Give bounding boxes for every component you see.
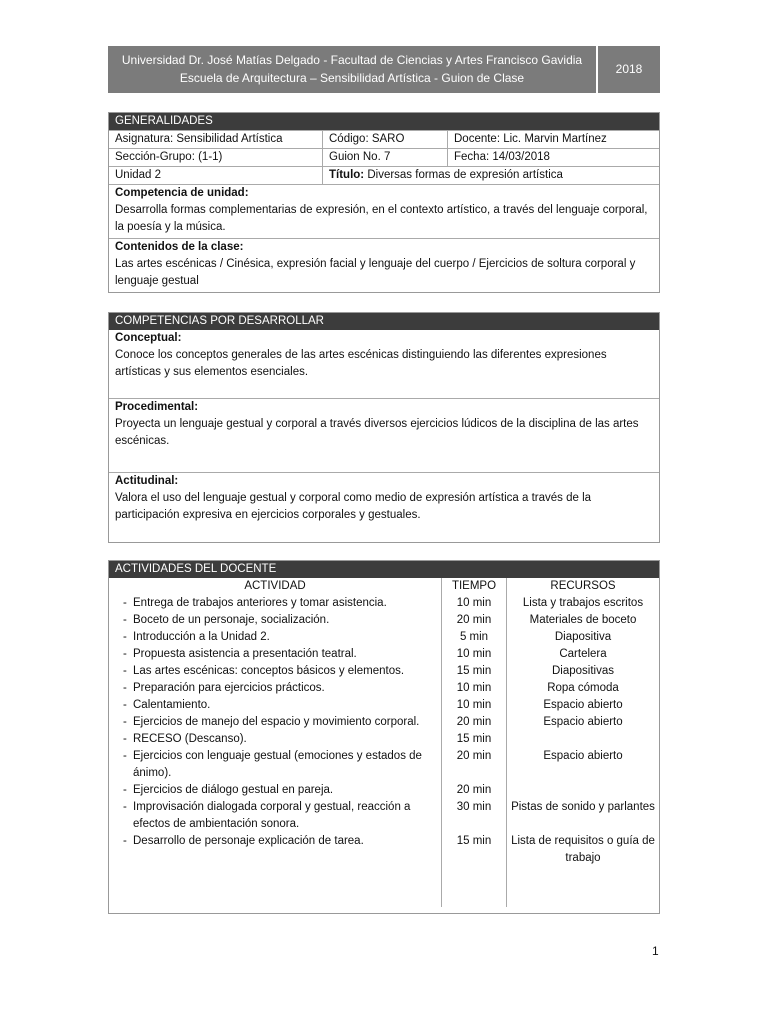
procedimental-label: Procedimental: [115,401,199,413]
header-line-2: Escuela de Arquitectura – Sensibilidad Artística - Guion de Clase [179,71,525,85]
contenidos-label: Contenidos de la clase: [115,241,244,253]
activity-cell [109,782,442,799]
activity-cell [109,612,442,629]
bullet-dash: - [123,665,127,677]
resources-cell: Pistas de sonido y parlantes [511,801,655,813]
bullet-dash: - [123,648,127,660]
time-cell: 20 min [442,714,507,731]
bullet-dash: - [123,835,127,847]
actividades-section [108,560,660,914]
time-cell: 10 min [442,697,507,714]
time-cell: 5 min [442,629,507,646]
contenidos-text: Las artes escénicas / Cinésica, expresión facial y lenguaje del cuerpo / Ejercicios de soltura corporal y lenguaje gestual [115,258,636,287]
activity-text: Entrega de trabajos anteriores y tomar asistencia. [133,597,387,609]
bullet-dash: - [123,699,127,711]
asignatura: Asignatura: Sensibilidad Artística [115,133,283,145]
competencia-label: Competencia de unidad: [115,187,249,199]
activity-cell [109,663,442,680]
activity-cell [109,680,442,697]
activity-cell [109,833,442,867]
time-cell: 15 min [442,663,507,680]
header-title-box [108,46,596,93]
table-row [109,680,659,697]
time-cell: 20 min [442,612,507,629]
table-row [109,629,659,646]
competencia-unidad [109,184,659,238]
activity-text: Boceto de un personaje, socialización. [133,614,330,626]
resources-cell: Lista de requisitos o guía de trabajo [511,835,655,864]
resources-cell: Cartelera [559,648,607,660]
fecha: Fecha: 14/03/2018 [447,149,659,166]
table-filler [109,867,659,907]
activity-text: Desarrollo de personaje explicación de tarea. [133,835,364,847]
time-cell: 15 min [442,731,507,748]
activity-cell [109,799,442,833]
resources-cell: Diapositiva [554,631,612,643]
titulo-label: Título: [329,169,365,181]
time-cell: 10 min [442,680,507,697]
resources-cell: Espacio abierto [543,699,623,711]
actividades-title: ACTIVIDADES DEL DOCENTE [109,561,659,578]
resources-cell: Lista y trabajos escritos [522,597,644,609]
info-row-1 [109,130,659,148]
time-cell: 10 min [442,646,507,663]
procedimental-block [109,398,659,472]
time-cell: 15 min [442,833,507,867]
activity-cell [109,731,442,748]
activity-text: Preparación para ejercicios prácticos. [133,682,325,694]
seccion-grupo: Sección-Grupo: (1-1) [115,151,223,163]
conceptual-block [109,330,659,398]
generalidades-section [108,112,660,293]
time-cell: 20 min [442,748,507,782]
bullet-dash: - [123,614,127,626]
activity-cell [109,714,442,731]
col-recursos: RECURSOS [550,580,616,592]
table-row [109,731,659,748]
generalidades-title: GENERALIDADES [109,113,659,130]
document-header [108,46,660,93]
unidad: Unidad 2 [115,169,162,181]
codigo: Código: SARO [322,131,447,148]
table-row [109,663,659,680]
actividades-table [109,578,659,907]
activity-text: Introducción a la Unidad 2. [133,631,270,643]
info-row-2 [109,148,659,166]
col-tiempo: TIEMPO [442,578,507,595]
info-row-3 [109,166,659,184]
competencias-title: COMPETENCIAS POR DESARROLLAR [109,313,659,330]
activity-text: Las artes escénicas: conceptos básicos y elementos. [133,665,405,677]
page-number: 1 [652,944,659,958]
bullet-dash: - [123,733,127,745]
table-row [109,612,659,629]
table-row [109,799,659,833]
activity-text: Calentamiento. [133,699,211,711]
table-row [109,595,659,612]
resources-cell: Espacio abierto [543,716,623,728]
titulo [322,167,659,184]
activity-text: Propuesta asistencia a presentación teatral. [133,648,357,660]
time-cell: 10 min [442,595,507,612]
bullet-dash: - [123,631,127,643]
guion-number: Guion No. 7 [322,149,447,166]
contenidos-clase [109,238,659,292]
competencias-section [108,312,660,543]
resources-cell: Ropa cómoda [547,682,619,694]
col-actividad: ACTIVIDAD [244,580,306,592]
activity-cell [109,629,442,646]
activity-text: RECESO (Descanso). [133,733,247,745]
table-row [109,833,659,867]
bullet-dash: - [123,682,127,694]
table-row [109,646,659,663]
actitudinal-label: Actitudinal: [115,475,179,487]
table-row [109,782,659,799]
procedimental-text: Proyecta un lenguaje gestual y corporal a través diversos ejercicios lúdicos de la disciplina de las artes escénicas. [115,418,639,447]
activity-text: Ejercicios de manejo del espacio y movimiento corporal. [133,716,420,728]
docente: Docente: Lic. Marvin Martínez [447,131,659,148]
activity-cell [109,748,442,782]
conceptual-label: Conceptual: [115,332,182,344]
table-row [109,714,659,731]
conceptual-text: Conoce los conceptos generales de las artes escénicas distinguiendo las diferentes expresiones artísticas y sus elementos esenciales. [115,349,607,378]
bullet-dash: - [123,716,127,728]
resources-cell: Espacio abierto [543,750,623,762]
activity-text: Improvisación dialogada corporal y gestual, reacción a efectos de ambientación sonora. [133,801,411,830]
actitudinal-block [109,472,659,542]
resources-cell [507,782,660,799]
table-header [109,578,659,595]
resources-cell: Materiales de boceto [529,614,637,626]
competencia-text: Desarrolla formas complementarias de expresión, en el contexto artístico, a través del lenguaje corporal, la poesía y la música. [115,204,648,233]
activity-text: Ejercicios de diálogo gestual en pareja. [133,784,334,796]
time-cell: 20 min [442,782,507,799]
header-line-1: Universidad Dr. José Matías Delgado - Facultad de Ciencias y Artes Francisco Gavidia [121,53,583,67]
table-row [109,697,659,714]
bullet-dash: - [123,784,127,796]
activity-text: Ejercicios con lenguaje gestual (emociones y estados de ánimo). [133,750,422,779]
bullet-dash: - [123,801,127,813]
titulo-value: Diversas formas de expresión artística [367,169,563,181]
actitudinal-text: Valora el uso del lenguaje gestual y corporal como medio de expresión artística a través de la participación expresiva en ejercicios corporales y gestuales. [115,492,592,521]
activity-cell [109,595,442,612]
activity-cell [109,646,442,663]
time-cell: 30 min [442,799,507,833]
table-row [109,748,659,782]
activity-cell [109,697,442,714]
resources-cell [507,731,660,748]
bullet-dash: - [123,750,127,762]
header-year: 2018 [598,46,660,93]
resources-cell: Diapositivas [552,665,614,677]
bullet-dash: - [123,597,127,609]
